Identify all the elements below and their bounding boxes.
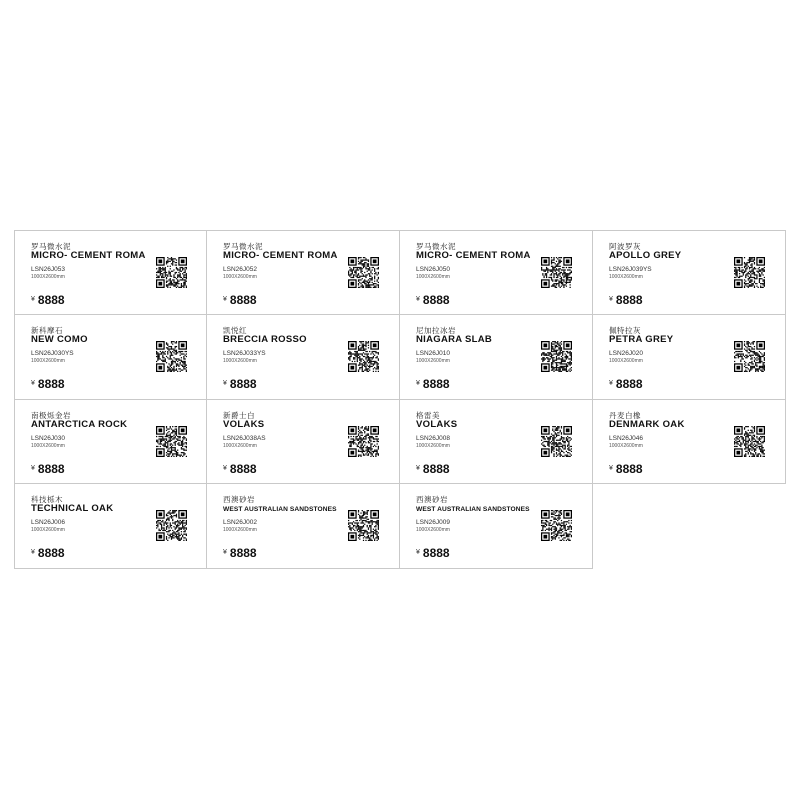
product-code: LSN26J006 <box>31 519 65 527</box>
product-name-en: MICRO- CEMENT ROMA <box>416 250 531 261</box>
product-name-en: MICRO- CEMENT ROMA <box>223 250 338 261</box>
product-name-cn: 阿波罗灰 <box>609 242 641 251</box>
product-size: 1000X2600mm <box>31 274 65 280</box>
product-size: 1000X2600mm <box>31 442 65 449</box>
product-code: LSN26J009 <box>416 519 450 527</box>
price-tag <box>593 400 786 485</box>
product-name-cn: 丹麦白橡 <box>609 410 641 420</box>
currency-symbol: ¥ <box>416 464 420 472</box>
product-code: LSN26J020 <box>609 349 643 357</box>
product-name-en: ANTARCTICA ROCK <box>31 418 128 430</box>
product-code: LSN26J008 <box>416 434 450 442</box>
price <box>609 293 643 307</box>
price-value: 8888 <box>229 461 257 476</box>
currency-symbol: ¥ <box>609 296 613 303</box>
product-code: LSN26J050 <box>416 266 450 273</box>
currency-symbol: ¥ <box>223 549 227 557</box>
price-tag <box>14 400 207 485</box>
product-name-cn: 佩特拉灰 <box>609 325 641 335</box>
price-value: 8888 <box>37 461 65 476</box>
qr-code-icon <box>541 426 572 457</box>
product-size: 1000X2600mm <box>223 274 257 280</box>
currency-symbol: ¥ <box>31 549 35 557</box>
currency-symbol: ¥ <box>416 296 420 303</box>
price-tag <box>14 484 207 569</box>
product-code: LSN26J038AS <box>223 434 266 442</box>
product-code: LSN26J039YS <box>609 266 652 273</box>
currency-symbol: ¥ <box>223 464 227 472</box>
product-name-en: WEST AUSTRALIAN SANDSTONES <box>223 506 337 514</box>
product-size: 1000X2600mm <box>416 442 450 449</box>
price <box>223 546 257 560</box>
product-name-en: PETRA GREY <box>609 333 674 345</box>
product-size: 1000X2600mm <box>609 442 643 449</box>
product-size: 1000X2600mm <box>31 527 65 534</box>
currency-symbol: ¥ <box>31 379 35 387</box>
price-value: 8888 <box>615 293 643 307</box>
price-tag <box>400 230 593 315</box>
product-name-en: NEW COMO <box>31 333 88 345</box>
price-tag <box>207 484 400 569</box>
product-name-en: TECHNICAL OAK <box>31 503 114 515</box>
price <box>31 546 65 560</box>
product-code: LSN26J052 <box>223 266 257 273</box>
price-value: 8888 <box>422 546 450 561</box>
product-name-en: VOLAKS <box>416 418 458 430</box>
qr-code-icon <box>734 257 765 288</box>
product-name-cn: 尼加拉冰岩 <box>416 325 456 335</box>
price-tag <box>207 315 400 400</box>
price-value: 8888 <box>422 461 450 476</box>
currency-symbol: ¥ <box>416 379 420 387</box>
product-name-cn: 西澳砂岩 <box>416 495 448 505</box>
price-value: 8888 <box>229 546 257 561</box>
product-code: LSN26J030 <box>31 434 65 442</box>
price-tag <box>207 230 400 315</box>
price-value: 8888 <box>37 546 65 561</box>
product-size: 1000X2600mm <box>31 357 65 364</box>
product-size: 1000X2600mm <box>416 527 450 534</box>
price <box>223 377 257 391</box>
price-value: 8888 <box>229 376 257 391</box>
product-size: 1000X2600mm <box>223 357 257 364</box>
product-name-cn: 西澳砂岩 <box>223 495 255 505</box>
product-name-cn: 罗马微水泥 <box>416 242 456 251</box>
currency-symbol: ¥ <box>223 379 227 387</box>
price-value: 8888 <box>422 293 450 307</box>
product-name-cn: 新科摩石 <box>31 325 63 335</box>
product-code: LSN26J033YS <box>223 349 266 357</box>
currency-symbol: ¥ <box>609 379 613 387</box>
price <box>416 462 450 476</box>
qr-code-icon <box>156 257 187 288</box>
price <box>609 462 643 476</box>
price-tag <box>593 230 786 315</box>
product-name-en: VOLAKS <box>223 418 265 430</box>
price-tag <box>14 315 207 400</box>
product-name-cn: 科技栎木 <box>31 495 63 505</box>
product-name-cn: 罗马微水泥 <box>31 242 71 251</box>
qr-code-icon <box>541 510 572 541</box>
product-code: LSN26J030YS <box>31 349 74 357</box>
price <box>31 293 65 307</box>
price-value: 8888 <box>422 376 450 391</box>
price <box>31 377 65 391</box>
qr-code-icon <box>541 341 572 372</box>
product-name-cn: 凯悦红 <box>223 325 247 335</box>
qr-code-icon <box>156 341 187 372</box>
currency-symbol: ¥ <box>31 296 35 303</box>
product-name-en: MICRO- CEMENT ROMA <box>31 250 146 261</box>
qr-code-icon <box>348 510 379 541</box>
price <box>416 546 450 560</box>
currency-symbol: ¥ <box>223 296 227 303</box>
product-name-en: DENMARK OAK <box>609 418 685 430</box>
price-value: 8888 <box>37 376 65 391</box>
product-size: 1000X2600mm <box>609 274 643 280</box>
qr-code-icon <box>348 341 379 372</box>
price-value: 8888 <box>37 293 65 307</box>
price-tag <box>400 484 593 569</box>
product-size: 1000X2600mm <box>416 357 450 364</box>
price-tag <box>207 400 400 485</box>
currency-symbol: ¥ <box>416 549 420 557</box>
price <box>416 293 450 307</box>
product-size: 1000X2600mm <box>223 527 257 534</box>
product-size: 1000X2600mm <box>223 442 257 449</box>
qr-code-icon <box>541 257 572 288</box>
price-tag <box>14 230 207 315</box>
qr-code-icon <box>156 510 187 541</box>
price-value: 8888 <box>615 461 643 476</box>
qr-code-icon <box>734 341 765 372</box>
qr-code-icon <box>156 426 187 457</box>
qr-code-icon <box>348 426 379 457</box>
product-name-cn: 罗马微水泥 <box>223 242 263 251</box>
price <box>223 462 257 476</box>
price <box>31 462 65 476</box>
price-tag <box>593 315 786 400</box>
product-name-en: NIAGARA SLAB <box>416 333 493 345</box>
product-name-cn: 新爵士白 <box>223 410 255 420</box>
product-code: LSN26J002 <box>223 519 257 527</box>
price <box>609 377 643 391</box>
qr-code-icon <box>734 426 765 457</box>
product-size: 1000X2600mm <box>609 357 643 364</box>
currency-symbol: ¥ <box>609 464 613 472</box>
price <box>223 293 257 307</box>
price-value: 8888 <box>615 376 643 391</box>
qr-code-icon <box>348 257 379 288</box>
price-tag-sheet <box>14 230 786 569</box>
price-tag <box>400 400 593 485</box>
product-code: LSN26J010 <box>416 349 450 357</box>
product-name-en: BRECCIA ROSSO <box>223 333 307 345</box>
price <box>416 377 450 391</box>
product-name-cn: 南极烁金岩 <box>31 410 71 420</box>
product-name-cn: 格雷美 <box>416 410 440 420</box>
product-code: LSN26J053 <box>31 266 65 273</box>
price-tag <box>400 315 593 400</box>
product-name-en: WEST AUSTRALIAN SANDSTONES <box>416 506 530 514</box>
product-name-en: APOLLO GREY <box>609 250 682 261</box>
product-size: 1000X2600mm <box>416 274 450 280</box>
product-code: LSN26J046 <box>609 434 643 442</box>
price-value: 8888 <box>229 293 257 307</box>
currency-symbol: ¥ <box>31 464 35 472</box>
